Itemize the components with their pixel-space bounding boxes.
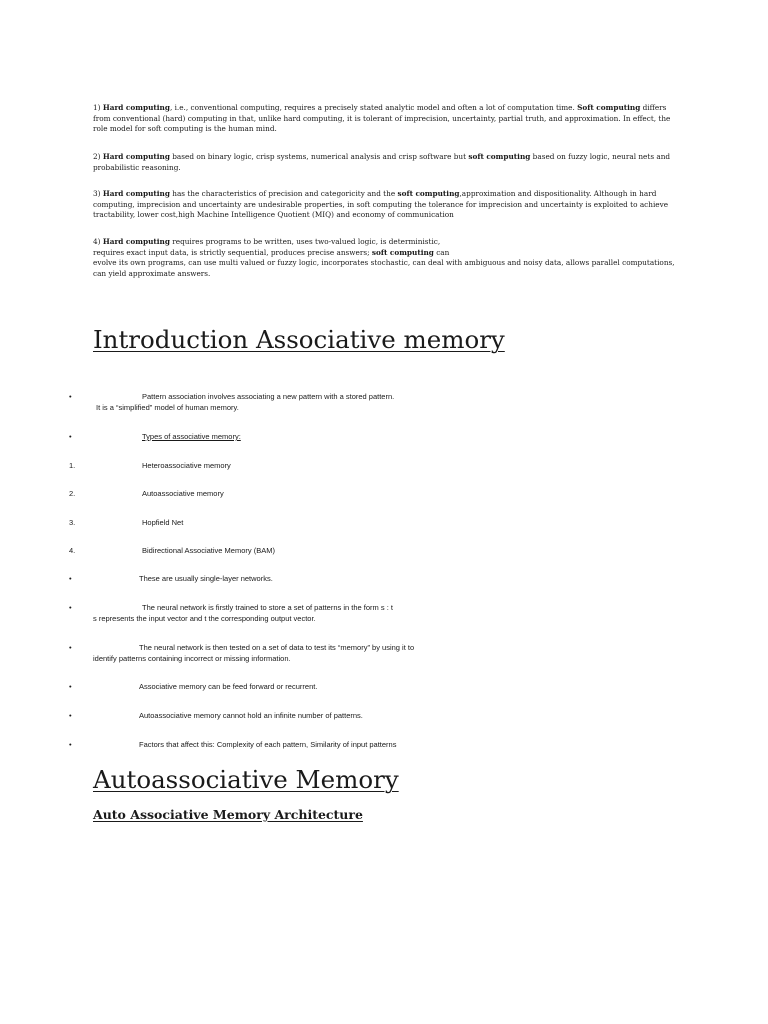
paragraph-text: ,approximation and dispositionality. Although in hard computing, imprecision and uncertainty are undesirable properties, in soft computing the tolerance for imprecision and uncertainty is exploited to achieve tractability, lower cost,high Machine Intelligence Quotient (MIQ) and economy of communication xyxy=(93,189,669,220)
list-item: These are usually single-layer networks. xyxy=(139,574,273,583)
number-marker: 4. xyxy=(69,546,76,555)
number-marker: 3. xyxy=(69,518,76,527)
list-item-continuation: identify patterns containing incorrect or missing information. xyxy=(93,654,291,663)
paragraph-number: 2) xyxy=(93,152,101,161)
bullet-marker: • xyxy=(69,432,72,441)
hard-computing-term: Hard computing xyxy=(102,103,170,112)
list-item: Types of associative memory: xyxy=(142,432,241,441)
paragraph-1 xyxy=(93,103,678,135)
paragraph-number: 3) xyxy=(93,189,101,198)
paragraph-text: based on fuzzy logic, neural nets and probabilistic reasoning. xyxy=(93,152,671,172)
bullet-marker: • xyxy=(69,643,72,652)
list-item: Pattern association involves associating a new pattern with a stored pattern. xyxy=(142,392,395,401)
paragraph-number: 4) xyxy=(93,237,101,246)
sub-list-item: Hopfield Net xyxy=(142,518,184,527)
paragraph-text: differs from conventional (hard) computing in that, unlike hard computing, it is tolerant of imprecision, uncertainty, partial truth, and approximation. In effect, the role model for soft computing is the human mind. xyxy=(93,103,671,134)
paragraph-3 xyxy=(93,189,678,221)
list-item-continuation: It is a “simplified” model of human memory. xyxy=(96,403,239,412)
soft-computing-term: soft computing xyxy=(371,247,434,257)
list-item: Factors that affect this: Complexity of each pattern, Similarity of input patterns xyxy=(139,740,397,749)
hard-computing-term: Hard computing xyxy=(102,189,170,198)
paragraph-number: 1) xyxy=(93,103,101,112)
bullet-marker: • xyxy=(69,574,72,583)
paragraph-text: requires exact input data, is strictly sequential, produces precise answers; xyxy=(93,247,372,257)
bullet-marker: • xyxy=(69,603,72,612)
number-marker: 2. xyxy=(69,489,76,498)
sub-list-item: Autoassociative memory xyxy=(142,489,224,498)
soft-computing-term: soft computing xyxy=(397,189,460,198)
paragraph-text: evolve its own programs, can use multi valued or fuzzy logic, incorporates stochastic, can deal with ambiguous and noisy data, allows parallel computations, can yield approximate answers. xyxy=(93,258,675,278)
number-marker: 1. xyxy=(69,461,76,470)
bullet-marker: • xyxy=(69,682,72,691)
paragraph-2 xyxy=(93,152,678,173)
sub-list-item: Bidirectional Associative Memory (BAM) xyxy=(142,546,275,555)
paragraph-text: has the characteristics of precision and categoricity and the xyxy=(169,189,398,198)
list-item: Autoassociative memory cannot hold an infinite number of patterns. xyxy=(139,711,363,720)
list-item-continuation: s represents the input vector and t the corresponding output vector. xyxy=(93,614,316,623)
list-item: The neural network is firstly trained to store a set of patterns in the form s : t xyxy=(142,603,393,612)
paragraph-text: , i.e., conventional computing, requires a precisely stated analytic model and often a lot of computation time. xyxy=(169,103,578,112)
list-item: The neural network is then tested on a set of data to test its “memory” by using it to xyxy=(139,643,415,652)
soft-computing-term: soft computing xyxy=(468,152,531,161)
subheading-auto-associative-memory-architecture: Auto Associative Memory Architecture xyxy=(93,807,363,822)
paragraph-text: can xyxy=(433,247,450,257)
list-item: Associative memory can be feed forward or recurrent. xyxy=(139,682,318,691)
paragraph-text: based on binary logic, crisp systems, numerical analysis and crisp software but xyxy=(169,152,469,161)
heading-introduction-associative-memory: Introduction Associative memory xyxy=(93,325,505,354)
sub-list-item: Heteroassociative memory xyxy=(142,461,231,470)
bullet-marker: • xyxy=(69,740,72,749)
heading-autoassociative-memory: Autoassociative Memory xyxy=(93,765,399,794)
soft-computing-term: Soft computing xyxy=(577,103,641,112)
hard-computing-term: Hard computing xyxy=(102,237,170,246)
paragraph-4 xyxy=(93,237,678,279)
paragraph-text: requires programs to be written, uses two-valued logic, is deterministic, xyxy=(169,237,441,246)
bullet-marker: • xyxy=(69,392,72,401)
hard-computing-term: Hard computing xyxy=(102,152,170,161)
bullet-marker: • xyxy=(69,711,72,720)
